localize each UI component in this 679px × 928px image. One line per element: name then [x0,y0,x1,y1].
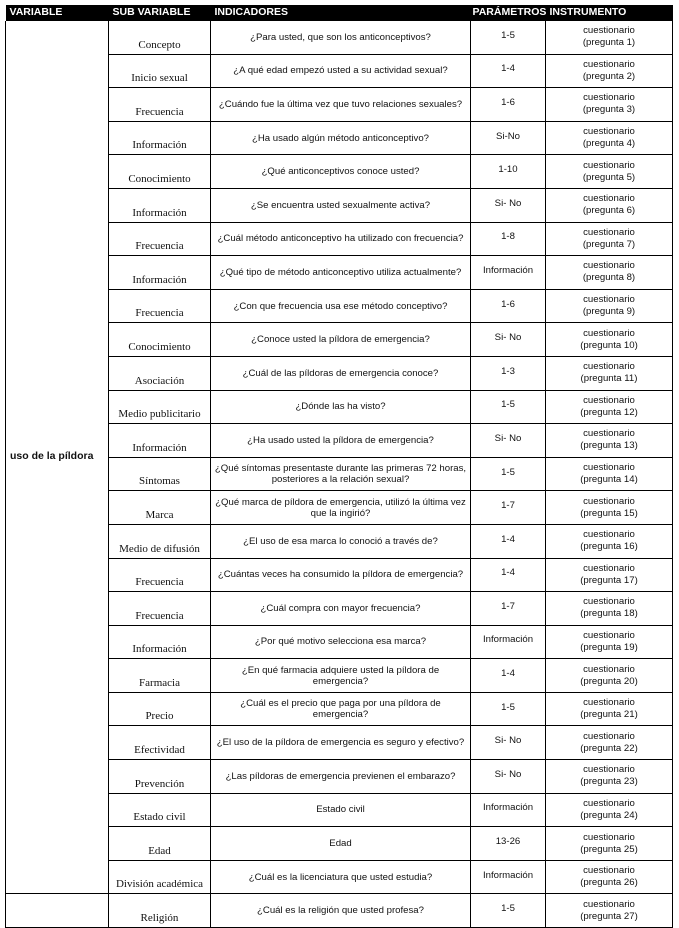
parameter-cell: 1-6 [471,289,546,323]
parameter-cell: Si- No [471,424,546,458]
question-number: (pregunta 8) [582,272,636,284]
instrument-cell [546,256,673,290]
parameter-cell: Si-No [471,121,546,155]
instrument-label: cuestionario [583,394,635,406]
instrument-label: cuestionario [583,159,635,171]
parameter-cell: 13-26 [471,827,546,861]
question-number: (pregunta 3) [582,104,636,116]
instrument-cell [546,323,673,357]
parameter-cell: Si- No [471,323,546,357]
sub-variable-cell: Inicio sexual [109,54,211,88]
instrument-cell [546,524,673,558]
instrument-cell [546,793,673,827]
sub-variable-cell: Religión [109,894,211,928]
question-number: (pregunta 4) [582,138,636,150]
indicator-cell: Edad [211,827,471,861]
sub-variable-cell: Información [109,424,211,458]
indicator-cell: ¿Qué marca de píldora de emergencia, utilizó la última vez que la ingirió? [211,491,471,525]
header-sub-variable: SUB VARIABLE [109,5,211,21]
indicator-cell: ¿Cuál es la religión que usted profesa? [211,894,471,928]
parameter-cell: 1-5 [471,21,546,55]
parameter-cell: 1-10 [471,155,546,189]
indicator-cell: ¿En qué farmacia adquiere usted la píldora de emergencia? [211,659,471,693]
instrument-cell [546,491,673,525]
instrument-cell [546,692,673,726]
question-number: (pregunta 15) [580,507,638,519]
indicator-cell: Estado civil [211,793,471,827]
indicator-cell: ¿Cuántas veces ha consumido la píldora de emergencia? [211,558,471,592]
question-number: (pregunta 22) [580,742,638,754]
parameter-cell: 1-8 [471,222,546,256]
parameter-cell: Información [471,256,546,290]
indicator-cell: ¿Qué tipo de método anticonceptivo utiliza actualmente? [211,256,471,290]
indicator-cell: ¿Cuál compra con mayor frecuencia? [211,592,471,626]
sub-variable-cell: Medio publicitario [109,390,211,424]
sub-variable-cell: Información [109,121,211,155]
sub-variable-cell: Prevención [109,760,211,794]
instrument-label: cuestionario [583,697,635,709]
instrument-cell [546,222,673,256]
sub-variable-cell: Conocimiento [109,155,211,189]
question-number: (pregunta 1) [582,37,636,49]
indicator-cell: ¿El uso de la píldora de emergencia es seguro y efectivo? [211,726,471,760]
instrument-label: cuestionario [583,193,635,205]
indicator-cell: ¿Qué síntomas presentaste durante las primeras 72 horas, posteriores a la relación sexual? [211,457,471,491]
instrument-label: cuestionario [583,797,635,809]
question-number: (pregunta 19) [580,641,638,653]
sub-variable-cell: Frecuencia [109,558,211,592]
question-number: (pregunta 10) [580,339,638,351]
instrument-cell [546,760,673,794]
instrument-label: cuestionario [583,562,635,574]
indicator-cell: ¿Con que frecuencia usa ese método conceptivo? [211,289,471,323]
indicator-cell: ¿Cuál método anticonceptivo ha utilizado con frecuencia? [211,222,471,256]
question-number: (pregunta 2) [582,70,636,82]
question-number: (pregunta 6) [582,205,636,217]
instrument-cell [546,726,673,760]
indicator-cell: ¿Se encuentra usted sexualmente activa? [211,188,471,222]
sub-variable-cell: Información [109,256,211,290]
parameter-cell: 1-5 [471,390,546,424]
instrument-cell [546,894,673,928]
instrument-label: cuestionario [583,428,635,440]
sub-variable-cell: Farmacia [109,659,211,693]
parameter-cell: Información [471,625,546,659]
instrument-cell [546,457,673,491]
instrument-label: cuestionario [583,294,635,306]
indicator-cell: ¿Para usted, que son los anticonceptivos? [211,21,471,55]
instrument-label: cuestionario [583,260,635,272]
instrument-cell [546,424,673,458]
question-number: (pregunta 9) [582,306,636,318]
instrument-label: cuestionario [583,663,635,675]
table-row [6,21,673,55]
sub-variable-cell: Frecuencia [109,592,211,626]
sub-variable-cell: División académica [109,860,211,894]
parameter-cell: 1-7 [471,592,546,626]
question-number: (pregunta 12) [580,406,638,418]
parameter-cell: 1-4 [471,659,546,693]
instrument-label: cuestionario [583,898,635,910]
parameter-cell: 1-7 [471,491,546,525]
sub-variable-cell: Medio de difusión [109,524,211,558]
instrument-cell [546,54,673,88]
instrument-label: cuestionario [583,58,635,70]
parameter-cell: 1-4 [471,54,546,88]
instrument-cell [546,356,673,390]
indicator-cell: ¿Cuál es el precio que paga por una píldora de emergencia? [211,692,471,726]
sub-variable-cell: Edad [109,827,211,861]
instrument-label: cuestionario [583,327,635,339]
header-row [6,5,673,21]
instrument-label: cuestionario [583,126,635,138]
sub-variable-cell: Marca [109,491,211,525]
question-number: (pregunta 17) [580,574,638,586]
indicator-cell: ¿A qué edad empezó usted a su actividad sexual? [211,54,471,88]
header-variable: VARIABLE [6,5,109,21]
indicator-cell: ¿Cuál de las píldoras de emergencia conoce? [211,356,471,390]
indicator-cell: ¿Ha usado algún método anticonceptivo? [211,121,471,155]
sub-variable-cell: Frecuencia [109,88,211,122]
instrument-label: cuestionario [583,361,635,373]
instrument-cell [546,88,673,122]
instrument-cell [546,625,673,659]
indicator-cell: ¿Qué anticonceptivos conoce usted? [211,155,471,189]
question-number: (pregunta 26) [580,877,638,889]
instrument-cell [546,121,673,155]
header-instrumento: INSTRUMENTO [546,5,673,21]
parameter-cell: 1-4 [471,558,546,592]
question-number: (pregunta 16) [580,541,638,553]
sub-variable-cell: Efectividad [109,726,211,760]
instrument-label: cuestionario [583,596,635,608]
question-number: (pregunta 27) [580,910,638,922]
parameter-cell: Si- No [471,726,546,760]
indicator-cell: ¿Ha usado usted la píldora de emergencia? [211,424,471,458]
sub-variable-cell: Asociación [109,356,211,390]
sub-variable-cell: Concepto [109,21,211,55]
instrument-cell [546,592,673,626]
sub-variable-cell: Síntomas [109,457,211,491]
instrument-label: cuestionario [583,529,635,541]
question-number: (pregunta 21) [580,709,638,721]
instrument-cell [546,155,673,189]
parameter-cell: 1-4 [471,524,546,558]
parameter-cell: 1-5 [471,457,546,491]
header-parametros: PARÁMETROS [471,5,546,21]
instrument-cell [546,289,673,323]
parameter-cell: 1-5 [471,894,546,928]
instrument-label: cuestionario [583,764,635,776]
sub-variable-cell: Frecuencia [109,222,211,256]
indicator-cell: ¿Por qué motivo selecciona esa marca? [211,625,471,659]
variable-cell-last [6,894,109,928]
indicator-cell: ¿Cuándo fue la última vez que tuvo relaciones sexuales? [211,88,471,122]
parameter-cell: 1-3 [471,356,546,390]
table-row [6,894,673,928]
question-number: (pregunta 14) [580,474,638,486]
sub-variable-cell: Información [109,188,211,222]
question-number: (pregunta 18) [580,608,638,620]
instrument-cell [546,558,673,592]
question-number: (pregunta 11) [580,373,638,385]
instrument-label: cuestionario [583,865,635,877]
sub-variable-cell: Estado civil [109,793,211,827]
question-number: (pregunta 7) [582,238,636,250]
instrument-cell [546,860,673,894]
sub-variable-cell: Conocimiento [109,323,211,357]
instrument-cell [546,827,673,861]
parameter-cell: 1-5 [471,692,546,726]
indicator-cell: ¿Cuál es la licenciatura que usted estudia? [211,860,471,894]
indicator-cell: ¿Conoce usted la píldora de emergencia? [211,323,471,357]
header-indicadores: INDICADORES [211,5,471,21]
question-number: (pregunta 24) [580,809,638,821]
operationalization-table [5,5,673,928]
parameter-cell: Si- No [471,188,546,222]
instrument-label: cuestionario [583,495,635,507]
instrument-label: cuestionario [583,730,635,742]
instrument-label: cuestionario [583,92,635,104]
instrument-cell [546,188,673,222]
instrument-label: cuestionario [583,462,635,474]
indicator-cell: ¿Dónde las ha visto? [211,390,471,424]
instrument-cell [546,390,673,424]
instrument-label: cuestionario [583,25,635,37]
variable-cell: uso de la píldora [6,21,109,894]
instrument-cell [546,21,673,55]
indicator-cell: ¿Las píldoras de emergencia previenen el embarazo? [211,760,471,794]
question-number: (pregunta 23) [580,776,638,788]
parameter-cell: Información [471,793,546,827]
indicator-cell: ¿El uso de esa marca lo conoció a través de? [211,524,471,558]
question-number: (pregunta 20) [580,675,638,687]
parameter-cell: Si- No [471,760,546,794]
question-number: (pregunta 5) [582,171,636,183]
question-number: (pregunta 13) [580,440,638,452]
instrument-label: cuestionario [583,629,635,641]
sub-variable-cell: Precio [109,692,211,726]
instrument-cell [546,659,673,693]
instrument-label: cuestionario [583,226,635,238]
instrument-label: cuestionario [583,831,635,843]
question-number: (pregunta 25) [580,843,638,855]
sub-variable-cell: Información [109,625,211,659]
parameter-cell: Información [471,860,546,894]
parameter-cell: 1-6 [471,88,546,122]
sub-variable-cell: Frecuencia [109,289,211,323]
